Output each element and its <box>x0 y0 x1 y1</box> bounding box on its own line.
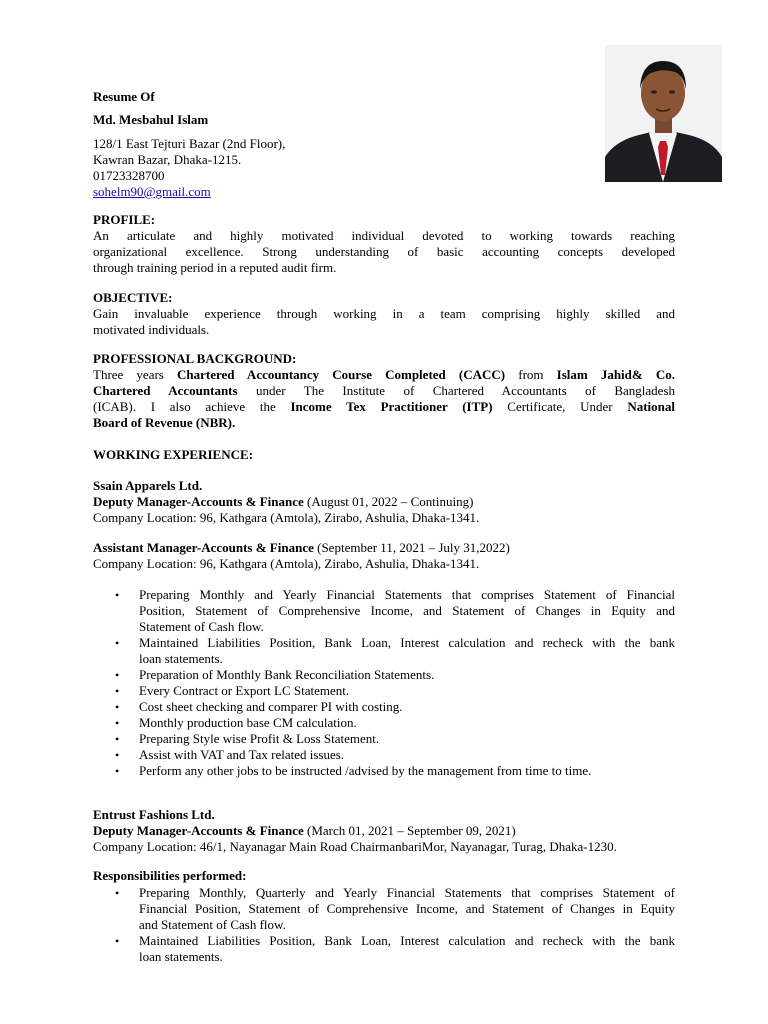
address-line-1: 128/1 East Tejturi Bazar (2nd Floor), <box>93 136 286 151</box>
list-item: • Maintained Liabilities Position, Bank Loan, Interest calculation and recheck with the bank loan statements. <box>115 635 675 666</box>
list-item: • Perform any other jobs to be instructed /advised by the management from time to time. <box>115 763 592 778</box>
address-line-2: Kawran Bazar, Dhaka-1215. <box>93 152 242 167</box>
list-item: • Cost sheet checking and comparer PI with costing. <box>115 699 403 714</box>
bullet-icon: • <box>115 668 120 682</box>
contact-block <box>93 136 675 200</box>
background-heading: PROFESSIONAL BACKGROUND: <box>93 351 297 366</box>
bullet-icon: • <box>115 764 120 778</box>
list-item: • Monthly production base CM calculation. <box>115 715 357 730</box>
list-item: • Preparing Monthly, Quarterly and Yearly Financial Statements that comprises Statement of Financial Position, Statement of Comprehensive Income, and Statement of Changes in Equity and Statement of Cash flow. <box>115 885 675 932</box>
role-line: Assistant Manager-Accounts & Finance (September 11, 2021 – July 31,2022) <box>93 540 510 555</box>
experience-heading: WORKING EXPERIENCE: <box>93 447 253 462</box>
resume-title: Resume Of <box>93 89 155 104</box>
role-line: Deputy Manager-Accounts & Finance (March 01, 2021 – September 09, 2021) <box>93 823 516 838</box>
company-location: Company Location: 96, Kathgara (Amtola), Zirabo, Ashulia, Dhaka-1341. <box>93 510 480 525</box>
background-line: Chartered Accountants under The Institute of Chartered Accountants of Bangladesh <box>93 383 676 398</box>
list-item: • Maintained Liabilities Position, Bank Loan, Interest calculation and recheck with the bank loan statements. <box>115 933 675 964</box>
bullet-icon: • <box>115 588 120 602</box>
phone-number: 01723328700 <box>93 168 165 183</box>
objective-line: Gain invaluable experience through working in a team comprising highly skilled and <box>93 306 675 321</box>
bullet-icon: • <box>115 636 120 650</box>
background-section <box>93 351 675 431</box>
bullet-icon: • <box>115 684 120 698</box>
company-name: Entrust Fashions Ltd. <box>93 807 215 822</box>
bullet-icon: • <box>115 748 120 762</box>
responsibilities-heading: Responsibilities performed: <box>93 868 247 883</box>
background-line: Board of Revenue (NBR). <box>93 415 236 430</box>
email-link[interactable]: sohelm90@gmail.com <box>93 184 211 199</box>
company-name: Ssain Apparels Ltd. <box>93 478 203 493</box>
company-location: Company Location: 96, Kathgara (Amtola), Zirabo, Ashulia, Dhaka-1341. <box>93 556 480 571</box>
bullet-icon: • <box>115 716 120 730</box>
bullet-icon: • <box>115 700 120 714</box>
company-entrust <box>93 807 675 855</box>
company-location: Company Location: 46/1, Nayanagar Main Road ChairmanbariMor, Nayanagar, Turag, Dhaka-1230. <box>93 839 617 854</box>
profile-heading: PROFILE: <box>93 212 156 227</box>
bullet-icon: • <box>115 732 120 746</box>
objective-line: motivated individuals. <box>93 322 210 337</box>
background-line: (ICAB). I also achieve the Income Tex Practitioner (ITP) Certificate, Under National <box>93 399 676 414</box>
list-item: • Assist with VAT and Tax related issues. <box>115 747 345 762</box>
bullet-icon: • <box>115 886 120 900</box>
company-ssain <box>93 478 675 526</box>
candidate-name: Md. Mesbahul Islam <box>93 112 209 127</box>
bullet-icon: • <box>115 934 120 948</box>
list-item: • Every Contract or Export LC Statement. <box>115 683 350 698</box>
role-line: Deputy Manager-Accounts & Finance (August 01, 2022 – Continuing) <box>93 494 474 509</box>
responsibility-list <box>93 587 675 779</box>
objective-heading: OBJECTIVE: <box>93 290 173 305</box>
objective-section <box>93 290 675 338</box>
profile-line: organizational excellence. Strong understanding of basic accounting concepts developed <box>93 244 675 259</box>
list-item: • Preparing Monthly and Yearly Financial Statements that comprises Statement of Financial Position, Statement of Comprehensive Income, and Statement of Changes in Equity and Statement of Cash flow. <box>115 587 675 634</box>
company-ssain-role-2 <box>93 540 675 572</box>
responsibility-list <box>93 885 675 965</box>
list-item: • Preparing Style wise Profit & Loss Statement. <box>115 731 380 746</box>
profile-line: through training period in a reputed audit firm. <box>93 260 337 275</box>
list-item: • Preparation of Monthly Bank Reconciliation Statements. <box>115 667 435 682</box>
profile-section <box>93 212 675 276</box>
profile-line: An articulate and highly motivated individual devoted to working towards reaching <box>93 228 675 243</box>
background-line: Three years Chartered Accountancy Course Completed (CACC) from Islam Jahid& Co. <box>93 367 675 382</box>
